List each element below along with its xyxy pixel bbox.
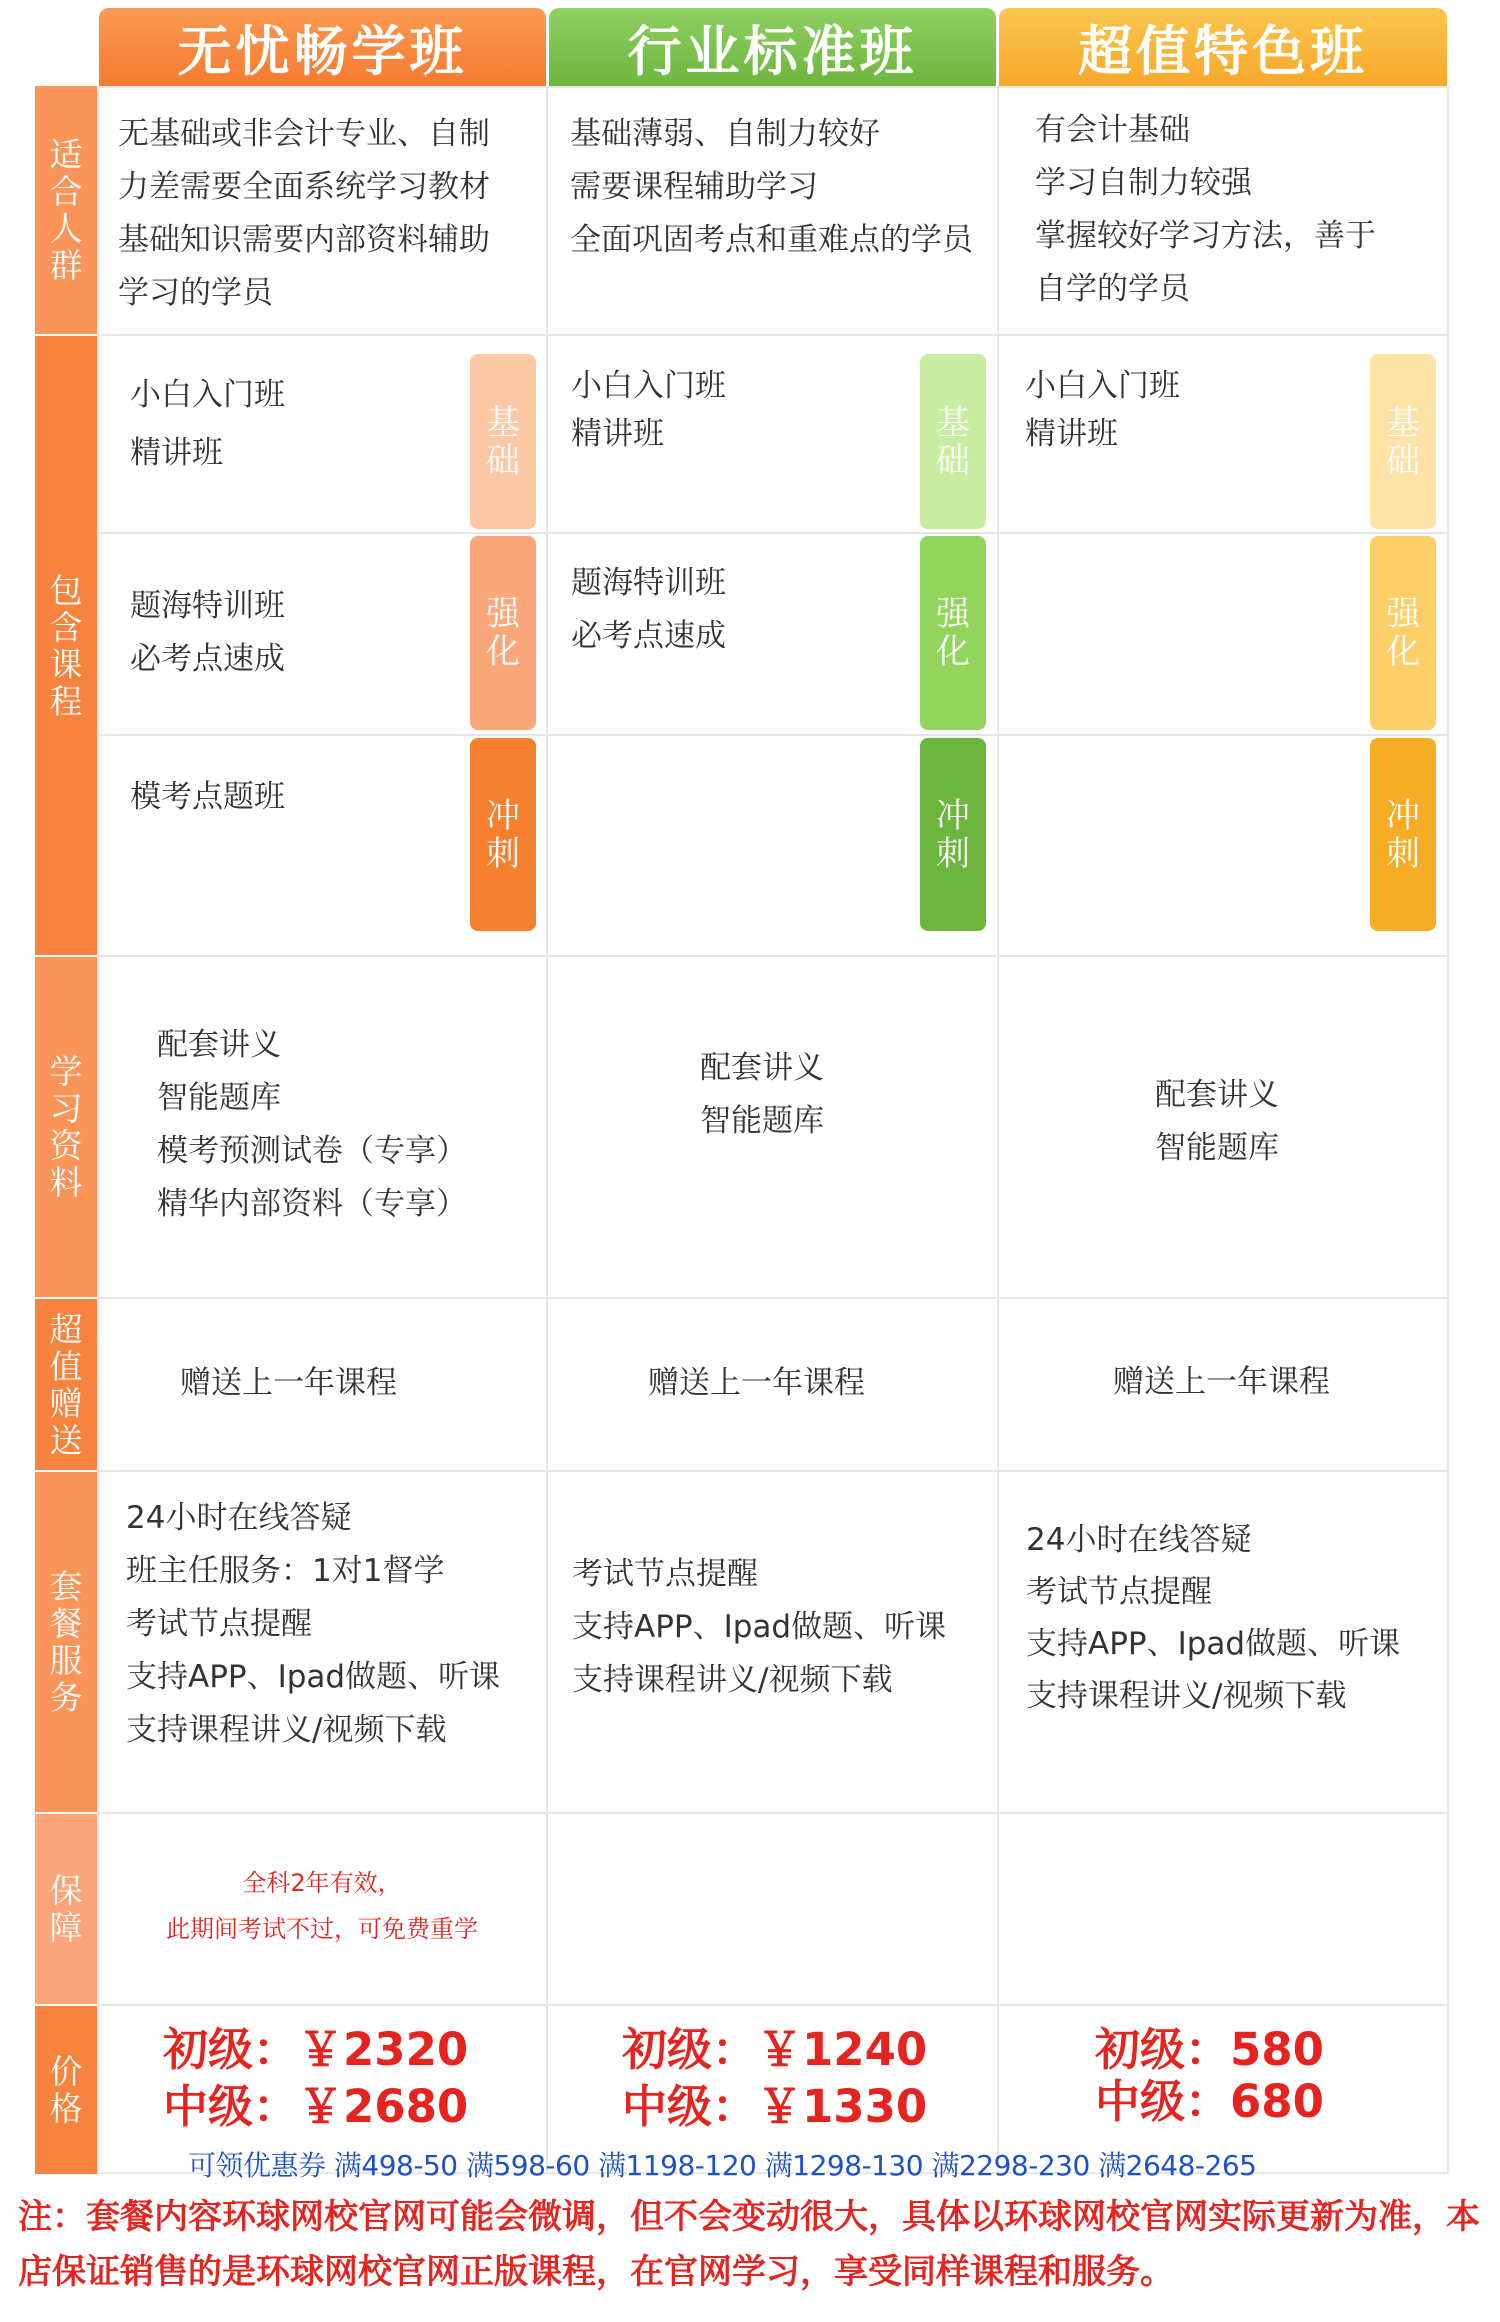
audience-col3: 有会计基础 学习自制力较强 掌握较好学习方法，善于 自学的学员 xyxy=(1035,112,1376,307)
price-col2: 初级：￥1240 中级：￥1330 xyxy=(622,2023,928,2133)
courses-col1-sprint: 模考点题班 xyxy=(130,779,285,815)
audience-col1: 无基础或非会计专业、自制 力差需要全面系统学习教材 基础知识需要内部资料辅助 学习的学员 xyxy=(118,116,490,311)
courses-col1-intensive: 题海特训班 必考点速成 xyxy=(130,588,285,677)
row-label-gift: 超值赠送 xyxy=(35,1299,97,1470)
row-divider xyxy=(97,1812,1449,1814)
coupon-line[interactable]: 可领优惠券 满498-50 满598-60 满1198-120 满1298-130 满2298-230 满2648-265 xyxy=(188,2149,1257,2182)
gift-col2: 赠送上一年课程 xyxy=(648,1365,865,1401)
tag-basic-col2: 基础 xyxy=(920,354,986,529)
row-divider xyxy=(97,532,1449,534)
tag-basic-col3: 基础 xyxy=(1370,354,1436,529)
row-divider xyxy=(97,1297,1449,1299)
footer-note: 注：套餐内容环球网校官网可能会微调，但不会变动很大，具体以环球网校官网实际更新为准，本店保证销售的是环球网校官网正版课程，在官网学习，享受同样课程和服务。 xyxy=(18,2197,1480,2292)
header-chaozhi: 超值特色班 xyxy=(999,8,1447,86)
row-label-guarantee: 保障 xyxy=(35,1814,97,2004)
price-col1: 初级：￥2320 中级：￥2680 xyxy=(163,2023,469,2133)
tag-sprint-col3: 冲刺 xyxy=(1370,738,1436,931)
service-col1: 24小时在线答疑 班主任服务：1对1督学 考试节点提醒 支持APP、Ipad做题、听课 支持课程讲义/视频下载 xyxy=(126,1500,501,1748)
column-divider xyxy=(546,86,548,2174)
tag-basic-col1: 基础 xyxy=(470,354,536,529)
courses-col1-basic: 小白入门班 精讲班 xyxy=(130,377,285,471)
tag-sprint-col2: 冲刺 xyxy=(920,738,986,931)
gift-col1: 赠送上一年课程 xyxy=(180,1365,397,1401)
tag-sprint-col1: 冲刺 xyxy=(470,738,536,931)
row-divider xyxy=(97,1470,1449,1472)
row-label-materials: 学习资料 xyxy=(35,957,97,1297)
row-label-price: 价格 xyxy=(35,2006,97,2174)
row-label-courses: 包含课程 xyxy=(35,336,97,955)
gift-col3: 赠送上一年课程 xyxy=(1113,1364,1330,1400)
tag-intensive-col2: 强化 xyxy=(920,536,986,730)
row-divider xyxy=(97,955,1449,957)
row-label-service: 套餐服务 xyxy=(35,1472,97,1812)
header-hangye: 行业标准班 xyxy=(549,8,996,86)
courses-col2-basic: 小白入门班 精讲班 xyxy=(571,368,726,452)
tag-intensive-col1: 强化 xyxy=(470,536,536,730)
row-divider xyxy=(97,2004,1449,2006)
courses-col2-intensive: 题海特训班 必考点速成 xyxy=(571,565,726,654)
row-label-audience: 适合人群 xyxy=(35,86,97,334)
materials-col1: 配套讲义 智能题库 模考预测试卷（专享） 精华内部资料（专享） xyxy=(157,1027,467,1222)
header-wuyou: 无忧畅学班 xyxy=(99,8,546,86)
row-divider xyxy=(97,734,1449,736)
service-col2: 考试节点提醒 支持APP、Ipad做题、听课 支持课程讲义/视频下载 xyxy=(572,1556,947,1698)
price-col3: 初级：580 中级：680 xyxy=(1095,2023,1324,2128)
guarantee-text: 全科2年有效， 此期间考试不过，可免费重学 xyxy=(166,1869,478,1943)
column-divider xyxy=(997,86,999,2174)
service-col3: 24小时在线答疑 考试节点提醒 支持APP、Ipad做题、听课 支持课程讲义/视频下载 xyxy=(1026,1522,1401,1714)
courses-col3-basic: 小白入门班 精讲班 xyxy=(1025,368,1180,452)
audience-col2: 基础薄弱、自制力较好 需要课程辅助学习 全面巩固考点和重难点的学员 xyxy=(570,116,973,258)
tag-intensive-col3: 强化 xyxy=(1370,536,1436,730)
materials-col3: 配套讲义 智能题库 xyxy=(1155,1077,1279,1166)
row-divider xyxy=(97,334,1449,336)
materials-col2: 配套讲义 智能题库 xyxy=(700,1050,824,1139)
